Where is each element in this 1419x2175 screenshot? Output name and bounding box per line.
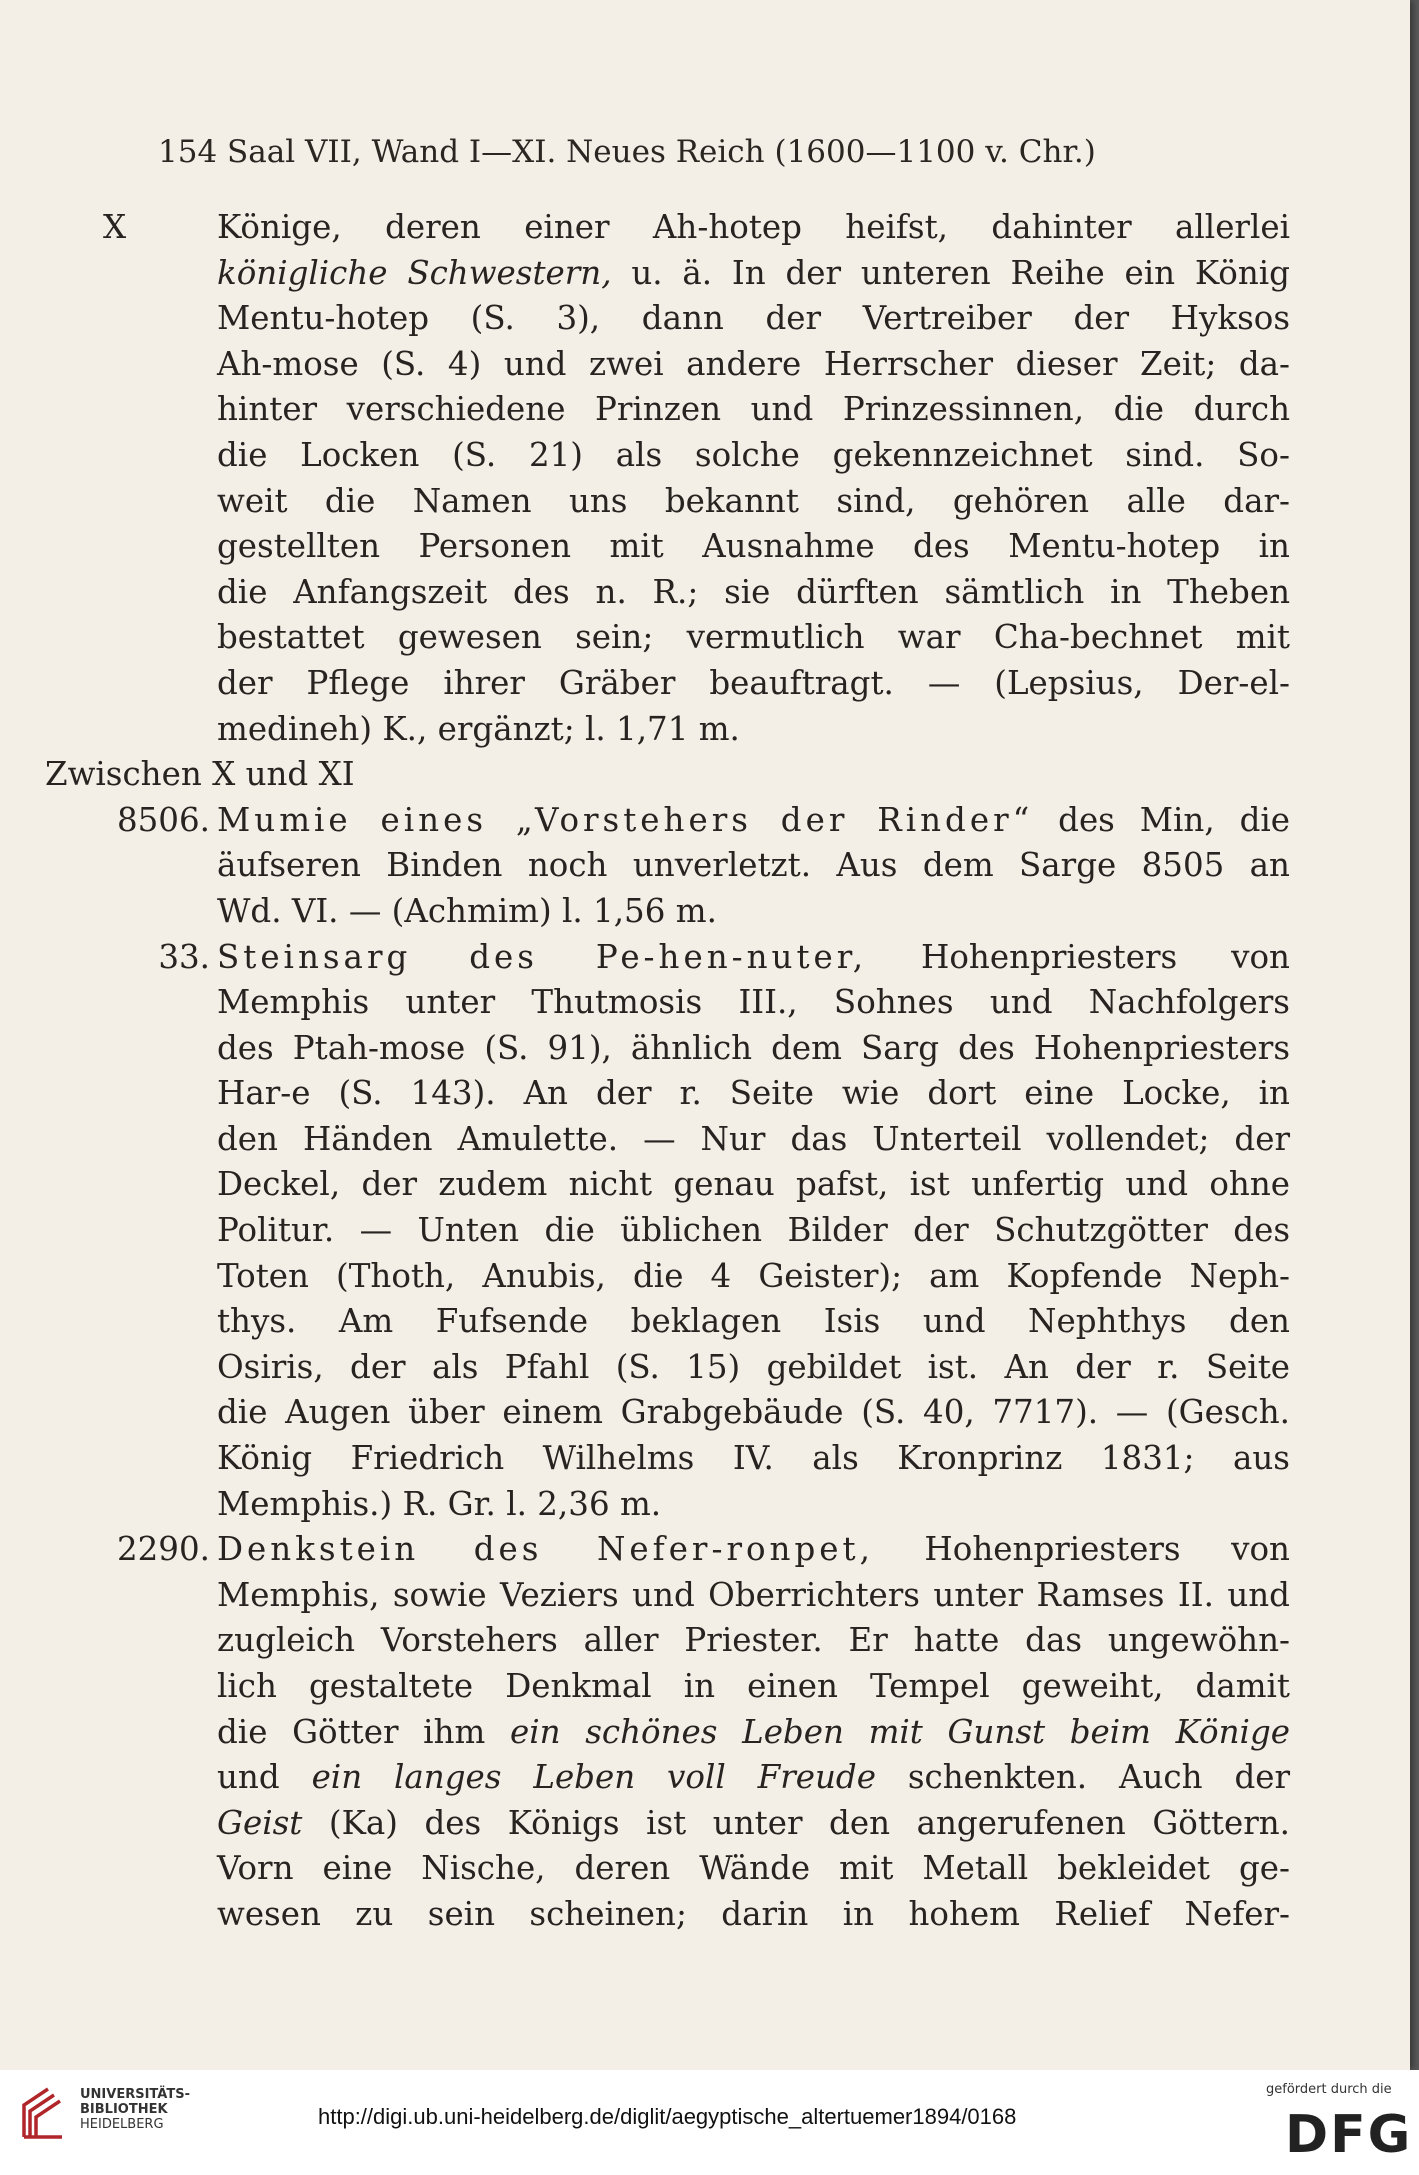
- text-line: Denkstein des Nefer-ronpet, Hohenpriesters von: [217, 1530, 1290, 1569]
- text-line: und ein langes Leben voll Freude schenkten. Auch der: [217, 1758, 1291, 1797]
- text-line: äufseren Binden noch unverletzt. Aus dem Sarge 8505 an: [217, 846, 1290, 885]
- text-line: lich gestaltete Denkmal in einen Tempel geweiht, damit: [217, 1667, 1290, 1705]
- text-line: Könige, deren einer Ah-hotep heifst, dahinter allerlei: [217, 208, 1290, 246]
- text-line: die Anfangszeit des n. R.; sie dürften sämtlich in Theben: [217, 572, 1290, 611]
- text-line: Osiris, der als Pfahl (S. 15) gebildet ist. An der r. Seite: [217, 1347, 1290, 1386]
- italic-phrase: Geist: [217, 1803, 303, 1842]
- body-text: [45, 205, 1290, 1938]
- text-line: Har-e (S. 143). An der r. Seite wie dort eine Locke, in: [217, 1074, 1290, 1113]
- text-line: die Locken (S. 21) als solche gekennzeichnet sind. So-: [217, 435, 1290, 474]
- entry-number: X: [103, 208, 127, 246]
- text-line: des Ptah-mose (S. 91), ähnlich dem Sarg des Hohenpriesters: [217, 1028, 1290, 1067]
- text-line: wesen zu sein scheinen; darin in hohem Relief Nefer-: [217, 1894, 1290, 1933]
- dfg-logo: DFG: [1285, 2105, 1413, 2165]
- text-line: der Pflege ihrer Gräber beauftragt. — (Lepsius, Der-el-: [217, 663, 1290, 702]
- text-line: König Friedrich Wilhelms IV. als Kronprinz 1831; aus: [217, 1439, 1290, 1478]
- text-line: die Augen über einem Grabgebäude (S. 40, 7717). — (Gesch.: [217, 1393, 1290, 1432]
- text-line: die Götter ihm ein schönes Leben mit Gunst beim Könige: [217, 1712, 1290, 1751]
- entry-8506: [45, 798, 1290, 935]
- source-url-link[interactable]: http://digi.ub.uni-heidelberg.de/diglit/aegyptische_altertuemer1894/0168: [318, 2104, 1017, 2129]
- italic-phrase: ein schönes Leben mit Gunst beim Könige: [510, 1712, 1290, 1751]
- text-line: bestattet gewesen sein; vermutlich war Cha-bechnet mit: [217, 618, 1290, 657]
- text-line: zugleich Vorstehers aller Priester. Er hatte das ungewöhn-: [217, 1621, 1290, 1660]
- text-line: Mentu-hotep (S. 3), dann der Vertreiber der Hyksos: [217, 299, 1290, 338]
- text-line: den Händen Amulette. — Nur das Unterteil vollendet; der: [217, 1119, 1290, 1158]
- italic-phrase: ein langes Leben voll Freude: [311, 1758, 876, 1797]
- text-line: Mumie eines „Vorstehers der Rinder“ des Min, die: [217, 800, 1290, 839]
- text-line: Wd. VI. — (Achmim) l. 1,56 m.: [217, 891, 717, 930]
- text-line: Politur. — Unten die üblichen Bilder der Schutzgötter des: [217, 1211, 1290, 1250]
- text-line: Geist (Ka) des Königs ist unter den angerufenen Göttern.: [217, 1803, 1290, 1842]
- entry-number: 33.: [158, 937, 210, 976]
- running-header: 154 Saal VII, Wand I—XI. Neues Reich (1600—1100 v. Chr.): [158, 134, 1096, 170]
- text-line: medineh) K., ergänzt; l. 1,71 m.: [217, 709, 740, 748]
- university-library-logo-icon: [18, 2085, 68, 2145]
- text-line: Vorn eine Nische, deren Wände mit Metall bekleidet ge-: [217, 1849, 1290, 1888]
- entry-number: 2290.: [116, 1530, 210, 1569]
- text-line: gestellten Personen mit Ausnahme des Mentu-hotep in: [217, 527, 1290, 566]
- text-line: Memphis, sowie Veziers und Oberrichters unter Ramses II. und: [217, 1575, 1290, 1614]
- text-line: weit die Namen uns bekannt sind, gehören alle dar-: [217, 481, 1290, 520]
- italic-phrase: königliche Schwestern,: [217, 253, 612, 292]
- text-line: Steinsarg des Pe-hen-nuter, Hohenpriesters von: [217, 937, 1290, 976]
- text-line: Toten (Thoth, Anubis, die 4 Geister); am Kopfende Neph-: [217, 1256, 1290, 1295]
- text-line: königliche Schwestern, u. ä. In der unteren Reihe ein König: [217, 253, 1290, 292]
- entry-2290: [45, 1527, 1290, 1937]
- section-heading: Zwischen X und XI: [45, 755, 355, 794]
- entry-33: [45, 935, 1290, 1528]
- text-line: Memphis unter Thutmosis III., Sohnes und Nachfolgers: [217, 983, 1290, 1022]
- text-line: thys. Am Fufsende beklagen Isis und Nephthys den: [217, 1302, 1290, 1341]
- dfg-caption: gefördert durch die: [1266, 2082, 1392, 2097]
- text-line: Memphis.) R. Gr. l. 2,36 m.: [217, 1484, 662, 1523]
- text-line: Deckel, der zudem nicht genau pafst, ist unfertig und ohne: [217, 1165, 1290, 1204]
- text-line: Ah-mose (S. 4) und zwei andere Herrscher dieser Zeit; da-: [217, 344, 1290, 383]
- entry-number: 8506.: [116, 800, 210, 839]
- text-line: hinter verschiedene Prinzen und Prinzessinnen, die durch: [217, 390, 1290, 429]
- university-library-name: UNIVERSITÄTS- BIBLIOTHEK HEIDELBERG: [80, 2087, 190, 2132]
- entry-x: [45, 205, 1290, 752]
